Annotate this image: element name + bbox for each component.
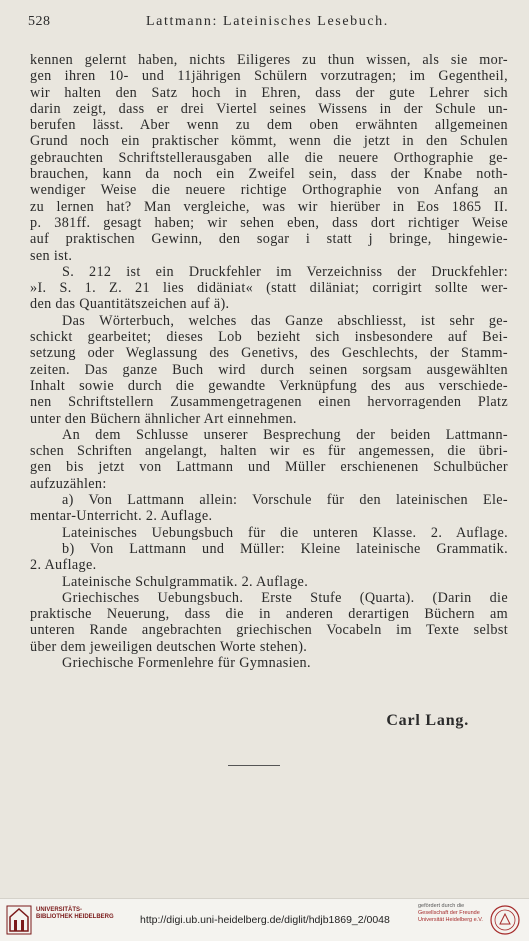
text-line: »I. S. 1. Z. 21 lies didäniat« (statt diläniat; corrigirt sollte wer-	[30, 280, 508, 297]
text-line: setzung oder Weglassung des Genetivs, des Geschlechts, der Stamm-	[30, 345, 508, 362]
text-line: An dem Schlusse unserer Besprechung der beiden Lattmann-	[62, 426, 508, 443]
text-line: kennen gelernt haben, nichts Eiligeres zu thun wissen, als sie mor-	[30, 52, 508, 68]
university-library-logo-icon	[6, 905, 32, 935]
text-line: schen Schriften angelangt, halten wir es für angemessen, die übri-	[30, 443, 508, 460]
text-line: Das Wörterbuch, welches das Ganze abschliesst, ist sehr ge-	[62, 312, 508, 329]
page-header	[28, 14, 508, 34]
text-line: schickt gearbeitet; dieses Lob bezieht sich insbesondere auf Bei-	[30, 329, 508, 346]
permalink-url[interactable]: http://digi.ub.uni-heidelberg.de/diglit/hdjb1869_2/0048	[140, 914, 390, 926]
text-line: den das Quantitätszeichen auf ä).	[30, 296, 230, 313]
text-line: gen bis jetzt von Lattmann und Müller erschienenen Schulbücher	[30, 459, 508, 476]
text-line: 2. Auflage.	[30, 557, 97, 574]
text-line: sen ist.	[30, 247, 73, 264]
funder-name: Gesellschaft der Freunde Universität Heidelberg e.V.	[418, 910, 483, 923]
text-line: unter den Büchern ähnlicher Art einnehmen.	[30, 410, 297, 427]
text-line: gen ihren 10- und 11jährigen Schülern vorzutragen; im Gegentheil,	[30, 68, 508, 85]
text-line: Lateinisches Uebungsbuch für die unteren Klasse. 2. Auflage.	[62, 524, 508, 541]
text-line: zu lernen hat? Man vergleiche, was wir hierüber in Eos 1865 II.	[30, 198, 508, 215]
university-library-name: UNIVERSITÄTS-BIBLIOTHEK HEIDELBERG	[36, 907, 114, 920]
text-line: brauchen, kann da noch ein Zweifel sein, dass der Knabe noth-	[30, 166, 508, 183]
text-line: mentar-Unterricht. 2. Auflage.	[30, 508, 213, 525]
text-line: aufzuzählen:	[30, 475, 107, 492]
text-line: b) Von Lattmann und Müller: Kleine lateinische Grammatik.	[62, 540, 508, 557]
funded-by-label: gefördert durch die	[418, 903, 465, 909]
running-title: Lattmann: Lateinisches Lesebuch.	[146, 14, 389, 29]
author-signature: Carl Lang.	[386, 712, 469, 729]
text-line: auf praktischen Gewinn, den sogar i statt j bringe, hingewie-	[30, 231, 508, 248]
text-line: darin zeigt, dass er drei Viertel seines Wissens in der Schule un-	[30, 100, 508, 117]
body-text	[30, 52, 508, 671]
end-rule	[228, 765, 280, 766]
text-line: Griechisches Uebungsbuch. Erste Stufe (Quarta). (Darin die	[62, 589, 508, 606]
society-seal-icon	[489, 904, 521, 936]
text-line: zeiten. Das ganze Buch wird durch seinen sorgsam ausgewählten	[30, 361, 508, 378]
footer-bar	[0, 898, 529, 941]
text-line: Inhalt sowie durch die gewandte Verknüpfung des aus verschiede-	[30, 377, 508, 394]
text-line: über dem jeweiligen deutschen Worte stehen).	[30, 638, 308, 655]
text-line: Grund noch ein praktischer kömmt, wenn die jetzt in den Schulen	[30, 133, 508, 150]
text-line: wendiger Weise die neuere richtige Orthographie von Anfang an	[30, 182, 508, 199]
text-line: Griechische Formenlehre für Gymnasien.	[62, 654, 311, 671]
funding-note	[418, 903, 488, 924]
text-line: nen Schriftstellern Zusammengetragenen einen hervorragenden Platz	[30, 394, 508, 411]
text-line: Lateinische Schulgrammatik. 2. Auflage.	[62, 573, 309, 590]
text-line: praktische Neuerung, dass die in anderen derartigen Büchern am	[30, 606, 508, 623]
text-line: gebrauchten Schriftstellerausgaben alle die neuere Orthographie ge-	[30, 149, 508, 166]
text-line: a) Von Lattmann allein: Vorschule für den lateinischen Ele-	[62, 492, 508, 509]
text-line: S. 212 ist ein Druckfehler im Verzeichniss der Druckfehler:	[62, 263, 508, 280]
page-number: 528	[28, 14, 51, 29]
text-line: p. 381ff. gesagt haben; wir sehen eben, dass dort richtiger Weise	[30, 214, 508, 231]
text-line: unteren Rande angebrachten griechischen Vocabeln im Texte selbst	[30, 622, 508, 639]
text-line: wir halten den Satz hoch in Ehren, dass der gute Lehrer sich	[30, 84, 508, 101]
text-line: berufen lässt. Aber wenn zu dem oben erwähnten allgemeinen	[30, 117, 508, 134]
